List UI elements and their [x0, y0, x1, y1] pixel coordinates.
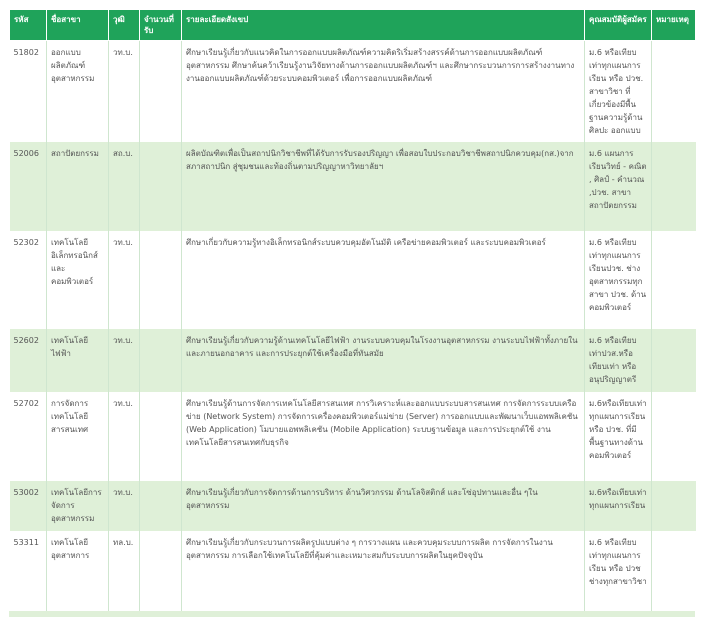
- table-row: [10, 329, 696, 392]
- cell-qualification: ม.6 หรือเทียบเท่าปวส.หรือเทียบเท่า หรืออนุปริญญาตรี: [585, 329, 652, 392]
- cell-quota: [140, 392, 182, 481]
- cell-quota: [140, 41, 182, 143]
- cell-major: สถาปัตยกรรม: [47, 142, 109, 231]
- cell-major: เทคโนโลยีไฟฟ้า: [47, 329, 109, 392]
- cell-code: 53311: [10, 531, 47, 611]
- header-major: ชื่อสาขา: [47, 10, 109, 41]
- cell-degree: วท.บ.: [109, 481, 140, 531]
- cell-degree: สถ.บ.: [109, 142, 140, 231]
- cell-code: 52602: [10, 329, 47, 392]
- cell-code: 51802: [10, 41, 47, 143]
- cell-code: 53002: [10, 481, 47, 531]
- cell-note: [652, 392, 696, 481]
- header-note: หมายเหตุ: [652, 10, 696, 41]
- table-row: [10, 41, 696, 143]
- cell-qualification: ม.6 หรือเทียบเท่าทุกแผนการเรียนปวช. ช่างอุตสาหกรรมทุกสาขา ปวช. ด้านคอมพิวเตอร์: [585, 231, 652, 329]
- table-body: [10, 41, 696, 612]
- cell-details: ศึกษาเรียนรู้เกี่ยวกับแนวคิดในการออกแบบผลิตภัณฑ์ความคิดริเริ่มสร้างสรรค์ด้านการออกแบบผลิตภัณฑ์อุตสาหกรรม ศึกษาค้นคว้าเรียนรู้งานวิจัยทางด้านการออกแบบผลิตภัณฑ์ฯ และศึกษากระบวนการการสร้างงานทางงานออกแบบผลิตภัณฑ์ด้วยระบบคอมพิวเตอร์ เพื่อการออกแบบผลิตภัณฑ์: [182, 41, 585, 143]
- cell-qualification: ม.6 หรือเทียบเท่าทุกแผนการเรียน หรือ ปวช ช่างทุกสาขาวิชา: [585, 531, 652, 611]
- table-row: [10, 481, 696, 531]
- cell-major: เทคโนโลยีอิเล็กทรอนิกส์และคอมพิวเตอร์: [47, 231, 109, 329]
- table-row: [10, 531, 696, 611]
- cell-quota: [140, 231, 182, 329]
- header-details: รายละเอียดสังเขป: [182, 10, 585, 41]
- majors-table: [9, 9, 696, 611]
- header-quota: จำนวนที่รับ: [140, 10, 182, 41]
- cell-note: [652, 142, 696, 231]
- header-degree: วุฒิ: [109, 10, 140, 41]
- cell-major: เทคโนโลยีการจัดการอุตสาหกรรม: [47, 481, 109, 531]
- cell-details: ศึกษาเรียนรู้เกี่ยวกับการจัดการด้านการบริหาร ด้านวิศวกรรม ด้านโลจิสติกส์ และโซ่อุปทานและอื่น ๆในอุตสาหกรรม: [182, 481, 585, 531]
- cell-details: ศึกษาเกี่ยวกับความรู้ทางอิเล็กทรอนิกส์ระบบควบคุมอัตโนมัติ เครือข่ายคอมพิวเตอร์ และระบบคอมพิวเตอร์: [182, 231, 585, 329]
- table-row: [10, 392, 696, 481]
- cell-degree: วท.บ.: [109, 329, 140, 392]
- cell-qualification: ม.6หรือเทียบเท่าทุกแผนการเรียน หรือ ปวช. ที่มีพื้นฐานทางด้านคอมพิวเตอร์: [585, 392, 652, 481]
- cell-quota: [140, 481, 182, 531]
- cell-details: ผลิตบัณฑิตเพื่อเป็นสถาปนิกวิชาชีพที่ได้รับการรับรองปริญญา เพื่อสอบใบประกอบวิชาชีพสถาปนิกควบคุม(กส.)จากสภาสถาปนิก สู่ชุมชนและท้องถิ่นตามปริญญาหาวิทยาลัยฯ: [182, 142, 585, 231]
- cell-quota: [140, 329, 182, 392]
- table-row: [10, 142, 696, 231]
- cell-quota: [140, 531, 182, 611]
- cell-qualification: ม.6 หรือเทียบเท่าทุกแผนการเรียน หรือ ปวช. สาขาวิชา ที่เกี่ยวข้องมีพื้นฐานความรู้ด้านศิลปะ ออกแบบ: [585, 41, 652, 143]
- cell-code: 52006: [10, 142, 47, 231]
- table-header: [10, 10, 696, 41]
- cell-degree: วท.บ.: [109, 41, 140, 143]
- cell-note: [652, 329, 696, 392]
- cell-degree: ทล.บ.: [109, 531, 140, 611]
- header-qualification: คุณสมบัติผู้สมัคร: [585, 10, 652, 41]
- header-code: รหัส: [10, 10, 47, 41]
- cell-degree: วท.บ.: [109, 392, 140, 481]
- cell-note: [652, 481, 696, 531]
- cell-major: เทคโนโลยีอุตสาหการ: [47, 531, 109, 611]
- cell-details: ศึกษาเรียนรู้เกี่ยวกับความรู้ด้านเทคโนโลยีไฟฟ้า งานระบบควบคุมในโรงงานอุตสาหกรรม งานระบบไฟฟ้าทั้งภายในและภายนอกอาคาร และการประยุกต์ใช้เครื่องมือที่ทันสมัย: [182, 329, 585, 392]
- cell-code: 52302: [10, 231, 47, 329]
- next-row-strip: [9, 611, 695, 617]
- cell-note: [652, 531, 696, 611]
- cell-qualification: ม.6หรือเทียบเท่าทุกแผนการเรียน: [585, 481, 652, 531]
- cell-details: ศึกษาเรียนรู้เกี่ยวกับกระบวนการผลิตรูปแบบต่าง ๆ การวางแผน และควบคุมระบบการผลิต การจัดการในงานอุตสาหกรรม การเลือกใช้เทคโนโลยีที่คุ้มค่าและเหมาะสมกับระบบการผลิตในยุคปัจจุบัน: [182, 531, 585, 611]
- cell-quota: [140, 142, 182, 231]
- table-row: [10, 231, 696, 329]
- cell-note: [652, 231, 696, 329]
- cell-major: การจัดการเทคโนโลยีสารสนเทศ: [47, 392, 109, 481]
- cell-details: ศึกษาเรียนรู้ด้านการจัดการเทคโนโลยีสารสนเทศ การวิเคราะห์และออกแบบระบบสารสนเทศ การจัดการระบบเครือข่าย (Network System) การจัดการเครื่องคอมพิวเตอร์แม่ข่าย (Server) การออกแบบและพัฒนาเว็บแอพพลิเคชัน (Web Application) โมบายแอพพลิเคชัน (Mobile Application) ระบบฐานข้อมูล และการประยุกต์ใช้ งานเทคโนโลยีสารสนเทศกับธุรกิจ: [182, 392, 585, 481]
- cell-code: 52702: [10, 392, 47, 481]
- cell-degree: วท.บ.: [109, 231, 140, 329]
- cell-note: [652, 41, 696, 143]
- cell-qualification: ม.6 แผนการเรียนวิทย์ - คณิต , ศิลป์ - คำนวณ ,ปวช. สาขาสถาปัตยกรรม: [585, 142, 652, 231]
- cell-major: ออกแบบผลิตภัณฑ์อุตสาหกรรม: [47, 41, 109, 143]
